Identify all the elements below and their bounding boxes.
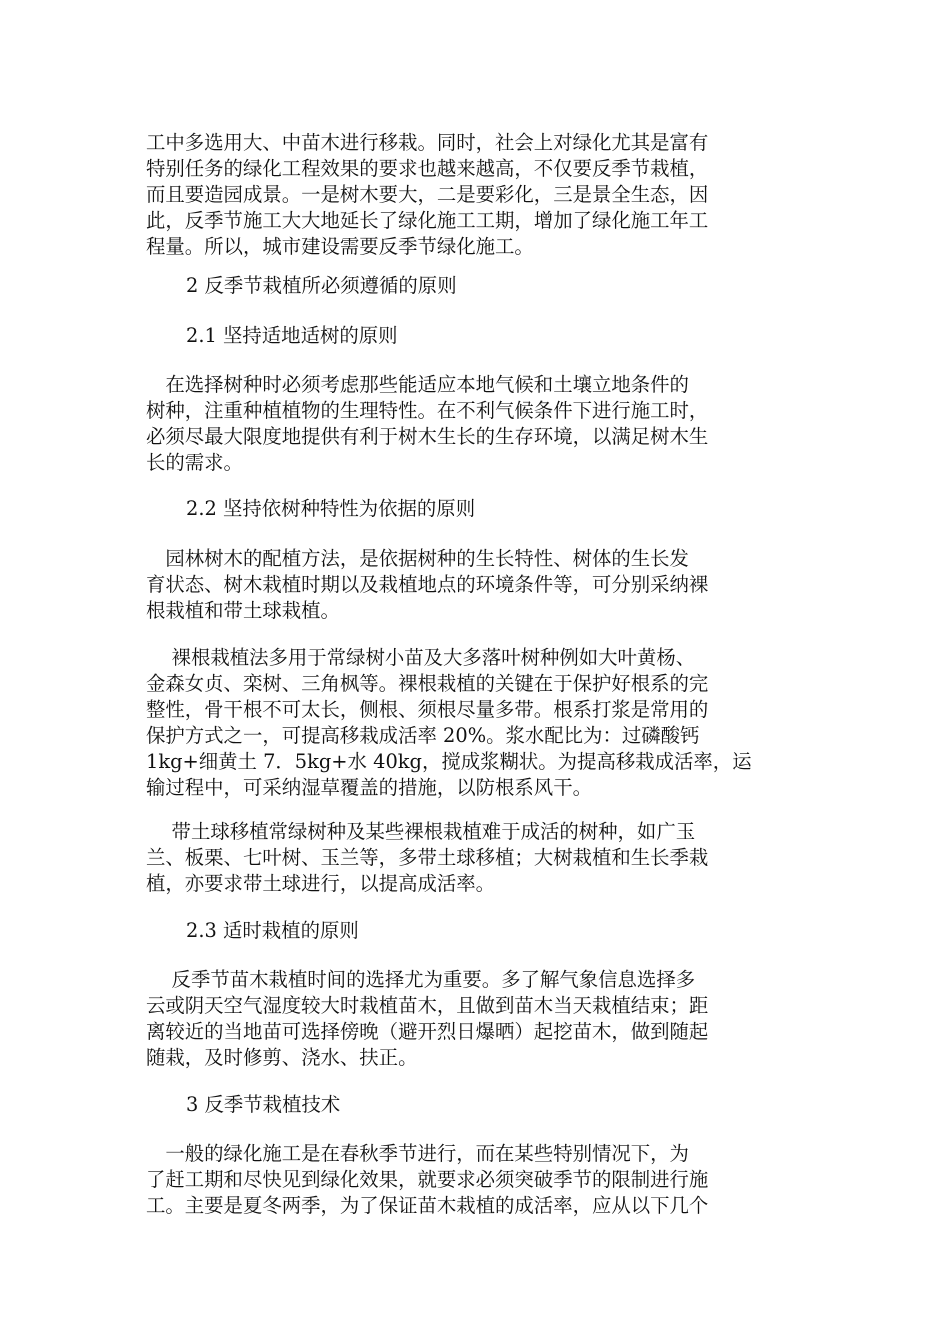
paragraph-2-2: [146, 546, 802, 624]
text-line: 育状态、树木栽植时期以及栽植地点的环境条件等，可分别采纳裸: [146, 573, 709, 596]
text-line: 长的需求。: [146, 451, 243, 474]
paragraph-intro: [146, 130, 802, 260]
text-line: 树种，注重种植植物的生理特性。在不利气候条件下进行施工时，: [146, 399, 709, 422]
paragraph-3: [146, 1141, 802, 1219]
text-line: 整性，骨干根不可太长，侧根、须根尽量多带。根系打浆是常用的: [146, 698, 709, 721]
paragraph-2-1: [146, 372, 802, 476]
text-line: 根栽植和带土球栽植。: [146, 599, 340, 622]
text-line: 随栽，及时修剪、浇水、扶正。: [146, 1046, 418, 1069]
section-heading-2-3: 2.3 适时栽植的原则: [186, 919, 359, 942]
text-line: 带土球移植常绿树种及某些裸根栽植难于成活的树种，如广玉: [146, 820, 696, 843]
paragraph-soil-ball: [146, 819, 802, 897]
text-line: 工中多选用大、中苗木进行移栽。同时，社会上对绿化尤其是富有: [146, 131, 709, 154]
text-line: 了赶工期和尽快见到绿化效果，就要求必须突破季节的限制进行施: [146, 1168, 709, 1191]
text-line: 在选择树种时必须考虑那些能适应本地气候和土壤立地条件的: [146, 373, 689, 396]
text-line: 特别任务的绿化工程效果的要求也越来越高，不仅要反季节栽植，: [146, 157, 709, 180]
text-line: 植，亦要求带土球进行，以提高成活率。: [146, 872, 496, 895]
text-line: 离较近的当地苗可选择傍晚（避开烈日爆晒）起挖苗木，做到随起: [146, 1020, 709, 1043]
section-heading-2-1: 2.1 坚持适地适树的原则: [186, 324, 398, 347]
section-heading-2: 2 反季节栽植所必须遵循的原则: [186, 274, 457, 297]
paragraph-bare-root: [146, 645, 802, 801]
text-line: 园林树木的配植方法，是依据树种的生长特性、树体的生长发: [146, 547, 689, 570]
text-line: 此，反季节施工大大地延长了绿化施工工期，增加了绿化施工年工: [146, 209, 709, 232]
section-heading-2-2: 2.2 坚持依树种特性为依据的原则: [186, 497, 476, 520]
text-line: 兰、板栗、七叶树、玉兰等，多带土球移植；大树栽植和生长季栽: [146, 846, 709, 869]
text-line: 工。主要是夏冬两季，为了保证苗木栽植的成活率，应从以下几个: [146, 1194, 709, 1217]
text-line: 必须尽最大限度地提供有利于树木生长的生存环境，以满足树木生: [146, 425, 709, 448]
section-heading-3: 3 反季节栽植技术: [186, 1093, 341, 1116]
text-line: 1kg+细黄土 7．5kg+水 40kg，搅成浆糊状。为提高移栽成活率，运: [146, 750, 752, 773]
text-line: 保护方式之一，可提高移栽成活率 20%。浆水配比为：过磷酸钙: [146, 724, 700, 747]
text-line: 程量。所以，城市建设需要反季节绿化施工。: [146, 235, 534, 258]
text-line: 而且要造园成景。一是树木要大，二是要彩化，三是景全生态，因: [146, 183, 709, 206]
text-line: 一般的绿化施工是在春秋季节进行，而在某些特别情况下，为: [146, 1142, 689, 1165]
text-line: 金森女贞、栾树、三角枫等。裸根栽植的关键在于保护好根系的完: [146, 672, 709, 695]
text-line: 云或阴天空气湿度较大时栽植苗木，且做到苗木当天栽植结束；距: [146, 994, 709, 1017]
text-line: 裸根栽植法多用于常绿树小苗及大多落叶树种例如大叶黄杨、: [146, 646, 696, 669]
text-line: 反季节苗木栽植时间的选择尤为重要。多了解气象信息选择多: [146, 968, 696, 991]
paragraph-2-3: [146, 967, 802, 1071]
text-line: 输过程中，可采纳湿草覆盖的措施，以防根系风干。: [146, 776, 592, 799]
